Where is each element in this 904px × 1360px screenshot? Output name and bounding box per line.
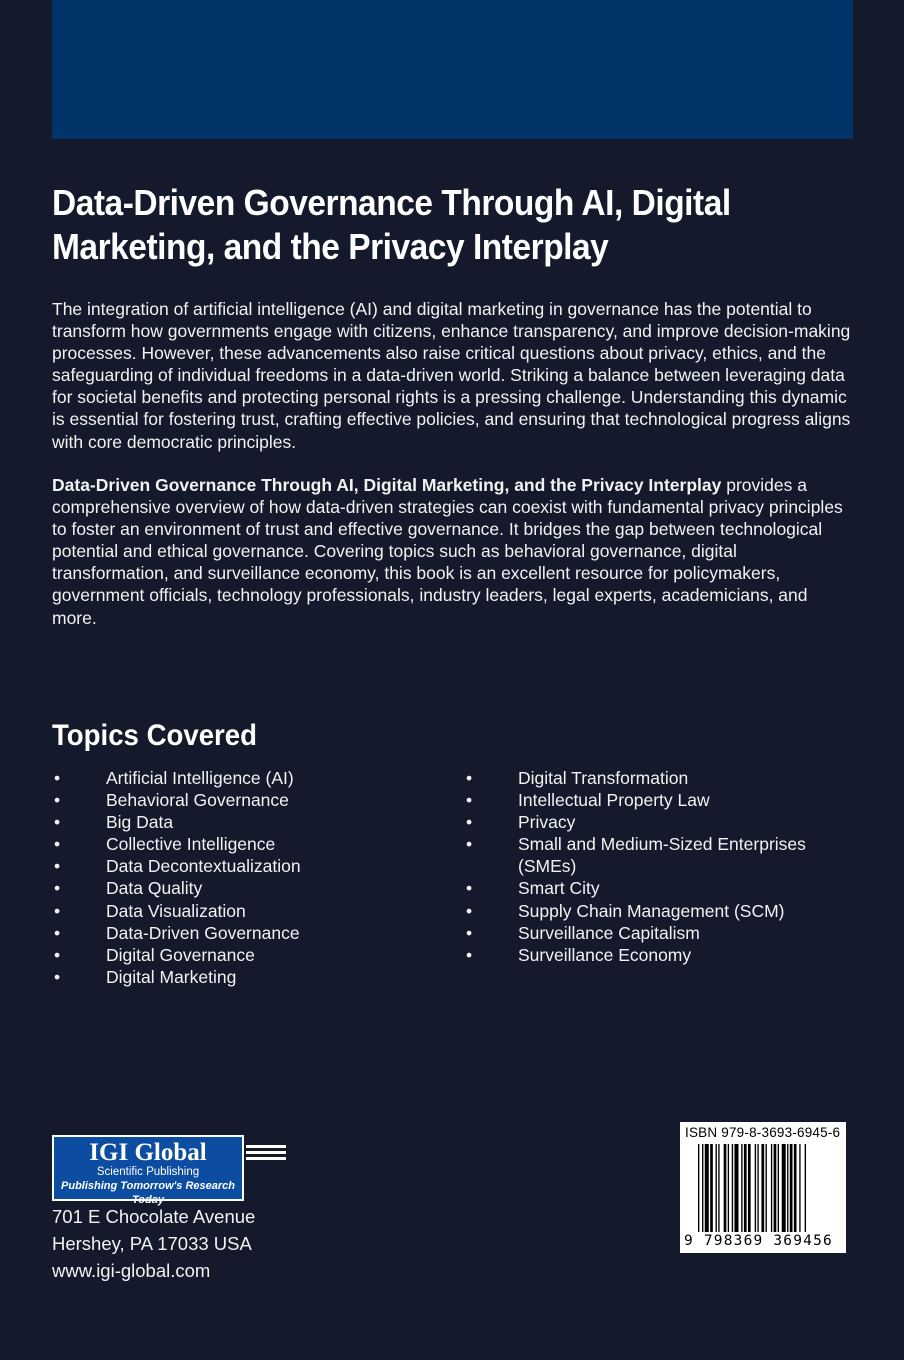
logo-decorative-lines [246, 1145, 286, 1163]
topic-label: Digital Marketing [106, 966, 237, 987]
barcode-bar [757, 1144, 758, 1232]
topic-item [52, 944, 432, 966]
isbn-label: ISBN 979-8-3693-6945-6 [685, 1125, 841, 1140]
barcode-bar [732, 1144, 733, 1232]
publisher-address [52, 1203, 255, 1284]
barcode-bar [724, 1144, 727, 1232]
logo-tagline: Publishing Tomorrow's Research Today [61, 1180, 235, 1206]
topic-label: Privacy [518, 812, 576, 833]
bullet-icon: • [466, 944, 473, 965]
topics-column-1 [52, 767, 432, 988]
barcode-bar [744, 1144, 747, 1232]
bullet-icon: • [54, 900, 61, 921]
barcode-bar [790, 1144, 793, 1232]
bullet-icon: • [54, 966, 61, 987]
topic-label: Collective Intelligence [106, 834, 276, 855]
barcode-bar [718, 1144, 719, 1232]
topic-item [464, 944, 864, 966]
topic-label: Data Decontextualization [106, 856, 301, 877]
isbn-barcode [680, 1122, 846, 1253]
topic-label: Supply Chain Management (SCM) [518, 900, 785, 921]
topic-label: Small and Medium-Sized Enterprises (SMEs) [518, 834, 806, 877]
barcode-bar [741, 1144, 742, 1232]
bullet-icon: • [54, 856, 61, 877]
barcode-bar [771, 1144, 772, 1232]
book-title: Data-Driven Governance Through AI, Digital Marketing, and the Privacy Interplay [52, 182, 731, 267]
bullet-icon: • [466, 812, 473, 833]
bullet-icon: • [54, 812, 61, 833]
bullet-icon: • [54, 834, 61, 855]
topic-label: Digital Transformation [518, 768, 689, 788]
barcode-bar [778, 1144, 779, 1232]
barcode-bar [702, 1144, 703, 1232]
barcode-bar [728, 1144, 729, 1232]
logo-name: IGI Global [89, 1139, 207, 1166]
barcode-bar [782, 1144, 786, 1232]
topic-item [464, 767, 864, 789]
topic-item [52, 855, 432, 877]
topic-label: Digital Governance [106, 944, 255, 965]
topic-label: Data-Driven Governance [106, 922, 300, 943]
topic-item [464, 900, 864, 922]
topic-label: Data Quality [106, 878, 203, 899]
topics-column-2 [464, 767, 864, 966]
topic-label: Intellectual Property Law [518, 790, 710, 811]
publisher-website: www.igi-global.com [52, 1260, 211, 1281]
bullet-icon: • [466, 878, 473, 899]
topic-label: Artificial Intelligence (AI) [106, 768, 294, 788]
barcode-bar [705, 1144, 709, 1232]
barcode-bar [794, 1144, 797, 1232]
barcode-bar [761, 1144, 764, 1232]
barcode-bar [787, 1144, 788, 1232]
topic-label: Smart City [518, 878, 600, 899]
logo-subtitle: Scientific Publishing [96, 1166, 200, 1178]
topic-item [52, 767, 432, 789]
topic-item [464, 877, 864, 899]
barcode-bar [755, 1144, 756, 1232]
publisher-logo-panel [54, 1137, 242, 1206]
topic-item [464, 811, 864, 833]
topic-item [52, 922, 432, 944]
topic-item [464, 833, 864, 877]
barcode-bar [774, 1144, 777, 1232]
barcode-bar [710, 1144, 713, 1232]
topic-item [52, 833, 432, 855]
barcode-bar [748, 1144, 751, 1232]
topic-item [52, 966, 432, 988]
address-line-1: 701 E Chocolate Avenue [52, 1206, 256, 1227]
bullet-icon: • [54, 790, 61, 811]
description-paragraph-2 [52, 474, 852, 629]
topic-label: Big Data [106, 812, 174, 833]
description-paragraph-2-text: provides a comprehensive overview of how data-driven strategies can coexist with fundamental privacy principles to foster an environment of trust and effective governance. It bridges the gap between technological potential and ethical governance. Covering topics such as behavioral governance, digital transformation, and surveillance economy, this book is an excellent resource for policymakers, government officials, technology professionals, industry leaders, legal experts, academicians, and more. [52, 475, 843, 628]
topic-item [464, 789, 864, 811]
bullet-icon: • [54, 944, 61, 965]
bullet-icon: • [54, 878, 61, 899]
address-line-2: Hershey, PA 17033 USA [52, 1233, 252, 1254]
barcode-bars [698, 1144, 840, 1232]
barcode-bar [805, 1144, 806, 1232]
barcode-bar [716, 1144, 717, 1232]
bullet-icon: • [466, 922, 473, 943]
barcode-bar [799, 1144, 800, 1232]
topic-label: Behavioral Governance [106, 790, 289, 811]
barcode-digits: 9 798369 369456 [684, 1233, 833, 1249]
topic-label: Surveillance Economy [518, 944, 692, 965]
topic-item [52, 811, 432, 833]
barcode-bar [734, 1144, 738, 1232]
description-paragraph-1: The integration of artificial intelligence (AI) and digital marketing in governance has the potential to transform how governments engage with citizens, enhance transparency, and improve decision-making processes. However, these advancements also raise critical questions about privacy, ethics, and the safeguarding of individual freedoms in a data-driven world. Striking a balance between leveraging data for societal benefits and protecting personal rights is a pressing challenge. Understanding this dynamic is essential for fostering trust, crafting effective policies, and ensuring that technological progress aligns with core democratic principles. [52, 299, 851, 452]
barcode-bar [766, 1144, 767, 1232]
barcode-bar [698, 1144, 699, 1232]
topics-heading: Topics Covered [52, 719, 258, 752]
bullet-icon: • [54, 768, 61, 788]
topic-item [52, 900, 432, 922]
top-color-band [52, 0, 853, 139]
topic-item [52, 877, 432, 899]
bullet-icon: • [54, 922, 61, 943]
publisher-logo [52, 1135, 244, 1206]
description-book-title-bold: Data-Driven Governance Through AI, Digital Marketing, and the Privacy Interplay [52, 475, 722, 495]
topic-item [464, 922, 864, 944]
bullet-icon: • [466, 790, 473, 811]
topic-item [52, 789, 432, 811]
bullet-icon: • [466, 900, 473, 921]
topic-label: Surveillance Capitalism [518, 922, 700, 943]
topic-label: Data Visualization [106, 900, 246, 921]
bullet-icon: • [466, 768, 473, 788]
bullet-icon: • [466, 834, 473, 855]
